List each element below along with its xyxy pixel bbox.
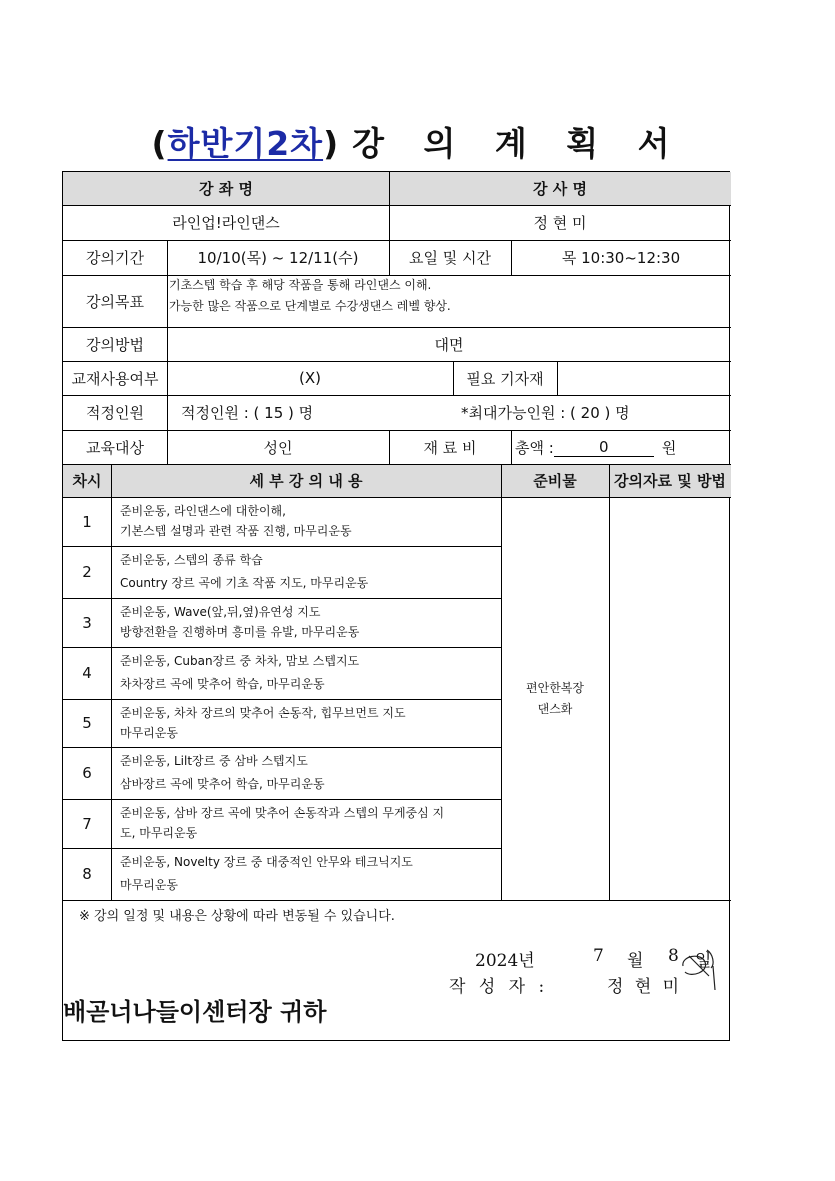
method-label: 강의방법 bbox=[86, 335, 144, 354]
session-number: 5 bbox=[82, 714, 92, 732]
capacity-label: 적정인원 bbox=[86, 404, 144, 422]
equipment-label: 필요 기자재 bbox=[466, 369, 544, 388]
fee-total bbox=[513, 430, 731, 464]
goal-label: 강의목표 bbox=[86, 292, 144, 311]
content-header: 세 부 강 의 내 용 bbox=[111, 464, 501, 497]
time-value: 목 10:30~12:30 bbox=[561, 249, 681, 267]
session-content: 준비운동, 스텝의 종류 학습 Country 장르 곡에 기초 작품 지도, 마무리운동 bbox=[120, 553, 369, 590]
total-unit: 원 bbox=[661, 438, 677, 457]
course-name-header: 강 좌 명 bbox=[63, 172, 389, 205]
fee-label: 재 료 비 bbox=[423, 438, 477, 457]
method-value: 대면 bbox=[434, 335, 464, 354]
material-header: 강의자료 및 방법 bbox=[609, 464, 731, 497]
addressee: 배곧너나들이센터장 귀하 bbox=[63, 998, 327, 1026]
period-label: 강의기간 bbox=[86, 249, 144, 267]
period-value: 10/10(목) ~ 12/11(수) bbox=[197, 249, 359, 267]
session-number: 7 bbox=[82, 814, 92, 833]
prep-items: 편안한복장 댄스화 bbox=[526, 680, 584, 716]
session-number: 4 bbox=[82, 664, 92, 682]
time-label: 요일 및 시간 bbox=[409, 249, 491, 267]
total-label: 총액 : bbox=[515, 438, 554, 457]
session-header: 차시 bbox=[63, 464, 111, 497]
total-value: 0 bbox=[554, 438, 654, 457]
signature-mark bbox=[671, 942, 721, 992]
target-value: 성인 bbox=[263, 438, 293, 457]
goal-text bbox=[169, 275, 729, 317]
session-number: 6 bbox=[82, 764, 92, 782]
prep-header: 준비물 bbox=[501, 464, 609, 497]
session-content: 준비운동, Cuban장르 중 차차, 맘보 스텝지도 차차장르 곡에 맞추어 학습, 마무리운동 bbox=[120, 654, 360, 691]
date-day-unit: 일 bbox=[695, 951, 712, 971]
goal-line-2: 가능한 많은 작품으로 단계별로 수강생댄스 레벨 향상. bbox=[169, 299, 451, 313]
session-content: 준비운동, 라인댄스에 대한이해, 기본스텝 설명과 관련 작품 진행, 마무리운동 bbox=[120, 504, 352, 538]
session-content: 준비운동, Lilt장르 중 삼바 스텝지도 삼바장르 곡에 맞추어 학습, 마무리운동 bbox=[120, 754, 325, 791]
course-name: 라인업!라인댄스 bbox=[172, 214, 280, 232]
instructor-header: 강 사 명 bbox=[389, 172, 731, 205]
session-content: 준비운동, 차차 장르의 맞추어 손동작, 힙무브먼트 지도 마무리운동 bbox=[120, 706, 406, 740]
target-label: 교육대상 bbox=[86, 438, 144, 457]
textbook-value: (X) bbox=[299, 369, 321, 387]
date-day: 8 bbox=[668, 946, 679, 966]
equipment-value bbox=[557, 361, 731, 395]
session-number: 8 bbox=[82, 865, 92, 883]
date-month-unit: 월 bbox=[627, 951, 644, 971]
max-capacity: *최대가능인원 : ( 20 ) 명 bbox=[461, 404, 630, 422]
author-label: 작 성 자 : bbox=[449, 977, 549, 997]
session-number: 2 bbox=[82, 563, 92, 581]
schedule-note: ※ 강의 일정 및 내용은 상황에 따라 변동될 수 있습니다. bbox=[79, 909, 395, 924]
date-year: 2024년 bbox=[475, 951, 535, 971]
goal-line-1: 기초스텝 학습 후 해당 작품을 통해 라인댄스 이해. bbox=[169, 278, 432, 292]
session-content: 준비운동, Wave(앞,뒤,옆)유연성 지도 방향전환을 진행하며 흥미를 유발, 마무리운동 bbox=[120, 605, 360, 639]
author-name: 정 현 미 bbox=[607, 977, 683, 997]
instructor-name: 정 현 미 bbox=[533, 214, 587, 232]
proper-capacity: 적정인원 : ( 15 ) 명 bbox=[181, 404, 314, 422]
date-month: 7 bbox=[593, 946, 604, 966]
textbook-label: 교재사용여부 bbox=[71, 369, 159, 388]
document-title: (하반기2차)강 의 계 획 서 bbox=[151, 124, 684, 163]
session-number: 1 bbox=[82, 512, 92, 531]
lecture-plan-table bbox=[62, 171, 730, 1041]
session-content: 준비운동, Novelty 장르 중 대중적인 안무와 테크닉지도 마무리운동 bbox=[120, 855, 413, 892]
title-highlight: 하반기2차 bbox=[167, 124, 324, 163]
session-content: 준비운동, 삼바 장르 곡에 맞추어 손동작과 스텝의 무게중심 지 도, 마무리운동 bbox=[120, 806, 445, 840]
session-number: 3 bbox=[82, 613, 92, 632]
